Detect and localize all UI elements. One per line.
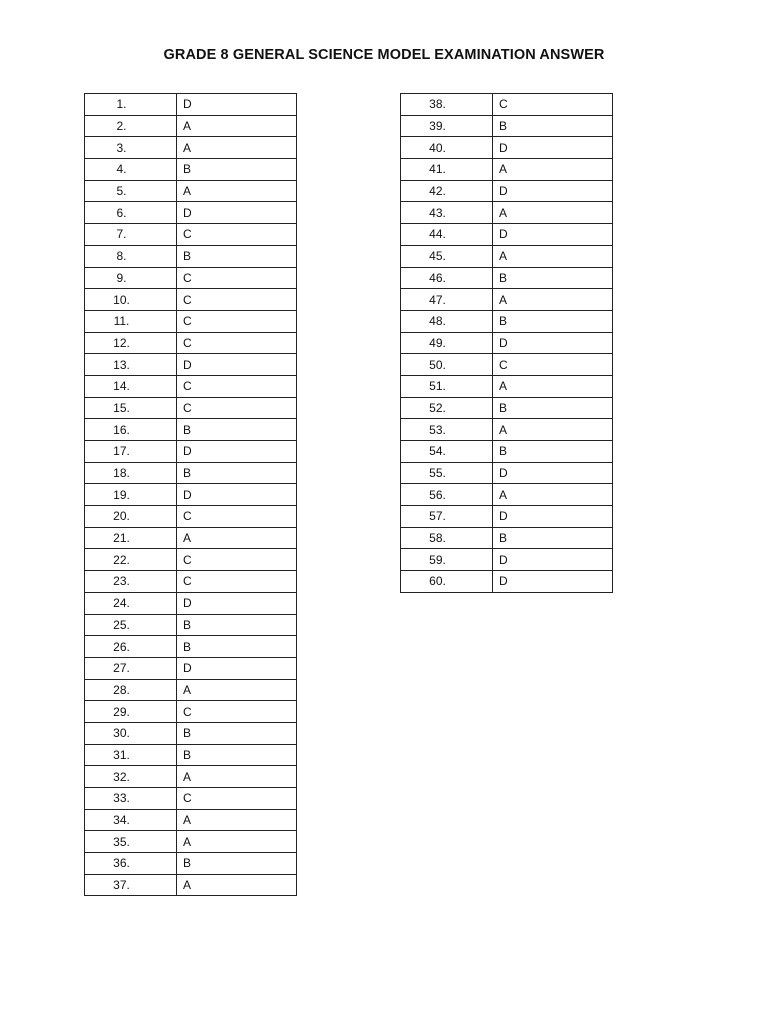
table-row [85, 115, 297, 137]
answer-table-left [84, 93, 297, 896]
table-row [85, 809, 297, 831]
question-number: 47. [401, 289, 493, 311]
answer-key: B [493, 115, 613, 137]
question-number: 41. [401, 159, 493, 181]
question-number: 23. [85, 571, 177, 593]
question-number: 34. [85, 809, 177, 831]
answer-key: D [177, 94, 297, 116]
answer-key: D [177, 441, 297, 463]
question-number: 40. [401, 137, 493, 159]
table-row [85, 614, 297, 636]
answer-table-right [400, 93, 613, 593]
answer-key: A [177, 527, 297, 549]
question-number: 57. [401, 506, 493, 528]
question-number: 46. [401, 267, 493, 289]
question-number: 17. [85, 441, 177, 463]
answer-key: B [493, 267, 613, 289]
question-number: 11. [85, 310, 177, 332]
answer-key: A [177, 180, 297, 202]
answer-key: D [177, 657, 297, 679]
answer-key: D [177, 592, 297, 614]
answer-key: A [493, 159, 613, 181]
question-number: 10. [85, 289, 177, 311]
answer-key: A [177, 874, 297, 896]
question-number: 7. [85, 224, 177, 246]
table-row [401, 571, 613, 593]
answer-key: B [177, 245, 297, 267]
answer-key: C [177, 267, 297, 289]
table-row [85, 375, 297, 397]
table-row [85, 766, 297, 788]
table-row [401, 441, 613, 463]
table-row [85, 636, 297, 658]
table-row [401, 224, 613, 246]
question-number: 29. [85, 701, 177, 723]
question-number: 31. [85, 744, 177, 766]
table-row [85, 462, 297, 484]
answer-key: A [177, 766, 297, 788]
question-number: 19. [85, 484, 177, 506]
question-number: 15. [85, 397, 177, 419]
answer-key: B [177, 419, 297, 441]
table-row [85, 701, 297, 723]
table-row [401, 94, 613, 116]
answer-key: A [177, 809, 297, 831]
answer-key: D [177, 354, 297, 376]
question-number: 36. [85, 853, 177, 875]
table-row [85, 527, 297, 549]
answer-key: C [493, 94, 613, 116]
table-row [85, 397, 297, 419]
answer-key: B [493, 310, 613, 332]
table-row [85, 245, 297, 267]
table-row [85, 788, 297, 810]
question-number: 42. [401, 180, 493, 202]
question-number: 27. [85, 657, 177, 679]
table-row [85, 592, 297, 614]
question-number: 49. [401, 332, 493, 354]
answer-key: C [177, 549, 297, 571]
table-row [85, 354, 297, 376]
question-number: 1. [85, 94, 177, 116]
table-row [401, 397, 613, 419]
answer-key: C [177, 224, 297, 246]
table-row [85, 831, 297, 853]
answer-key: A [177, 831, 297, 853]
table-row [401, 419, 613, 441]
question-number: 58. [401, 527, 493, 549]
table-row [85, 267, 297, 289]
table-row [85, 679, 297, 701]
answer-key: B [177, 614, 297, 636]
answer-key: B [493, 527, 613, 549]
answer-key: A [493, 289, 613, 311]
question-number: 12. [85, 332, 177, 354]
answer-key: A [493, 484, 613, 506]
question-number: 2. [85, 115, 177, 137]
table-row [85, 289, 297, 311]
question-number: 5. [85, 180, 177, 202]
table-row [401, 462, 613, 484]
table-row [85, 202, 297, 224]
table-row [401, 115, 613, 137]
answer-key: D [493, 224, 613, 246]
answer-key: C [177, 397, 297, 419]
question-number: 35. [85, 831, 177, 853]
question-number: 24. [85, 592, 177, 614]
answer-key: A [493, 375, 613, 397]
question-number: 44. [401, 224, 493, 246]
question-number: 13. [85, 354, 177, 376]
question-number: 59. [401, 549, 493, 571]
answer-key: C [177, 375, 297, 397]
answer-key: A [493, 245, 613, 267]
table-row [85, 571, 297, 593]
answer-key: A [177, 137, 297, 159]
question-number: 54. [401, 441, 493, 463]
answer-key: B [493, 441, 613, 463]
question-number: 53. [401, 419, 493, 441]
answer-key: C [177, 701, 297, 723]
question-number: 22. [85, 549, 177, 571]
table-row [85, 657, 297, 679]
question-number: 51. [401, 375, 493, 397]
answer-key: A [177, 679, 297, 701]
table-row [401, 506, 613, 528]
table-row [85, 310, 297, 332]
answer-key: C [493, 354, 613, 376]
answer-key: A [493, 202, 613, 224]
question-number: 32. [85, 766, 177, 788]
question-number: 21. [85, 527, 177, 549]
answer-key: D [493, 332, 613, 354]
answer-table-right-body [401, 94, 613, 593]
question-number: 14. [85, 375, 177, 397]
table-row [85, 874, 297, 896]
answer-key: B [177, 636, 297, 658]
table-row [85, 94, 297, 116]
question-number: 48. [401, 310, 493, 332]
answer-key: B [177, 744, 297, 766]
table-row [401, 180, 613, 202]
table-row [401, 159, 613, 181]
table-row [401, 332, 613, 354]
table-row [401, 354, 613, 376]
question-number: 9. [85, 267, 177, 289]
answer-key: B [177, 159, 297, 181]
table-row [401, 527, 613, 549]
page-title: GRADE 8 GENERAL SCIENCE MODEL EXAMINATION ANSWER [163, 47, 605, 63]
table-row [401, 289, 613, 311]
question-number: 37. [85, 874, 177, 896]
answer-key: C [177, 289, 297, 311]
table-row [85, 419, 297, 441]
table-row [85, 853, 297, 875]
answer-key: D [493, 462, 613, 484]
question-number: 55. [401, 462, 493, 484]
table-row [85, 441, 297, 463]
question-number: 18. [85, 462, 177, 484]
answer-key: D [493, 549, 613, 571]
table-row [85, 180, 297, 202]
answer-key: D [177, 484, 297, 506]
answer-key: B [493, 397, 613, 419]
question-number: 50. [401, 354, 493, 376]
answer-key: C [177, 506, 297, 528]
question-number: 38. [401, 94, 493, 116]
question-number: 43. [401, 202, 493, 224]
answer-key: B [177, 462, 297, 484]
table-row [401, 202, 613, 224]
table-row [85, 506, 297, 528]
question-number: 4. [85, 159, 177, 181]
question-number: 33. [85, 788, 177, 810]
table-row [401, 549, 613, 571]
table-row [85, 137, 297, 159]
table-row [401, 375, 613, 397]
question-number: 6. [85, 202, 177, 224]
question-number: 39. [401, 115, 493, 137]
question-number: 56. [401, 484, 493, 506]
question-number: 60. [401, 571, 493, 593]
table-row [401, 310, 613, 332]
answer-key: C [177, 571, 297, 593]
table-row [85, 722, 297, 744]
question-number: 52. [401, 397, 493, 419]
answer-table-left-body [85, 94, 297, 896]
answer-key: C [177, 332, 297, 354]
table-row [85, 549, 297, 571]
question-number: 30. [85, 722, 177, 744]
table-row [85, 332, 297, 354]
table-row [85, 484, 297, 506]
question-number: 26. [85, 636, 177, 658]
question-number: 20. [85, 506, 177, 528]
table-row [85, 159, 297, 181]
question-number: 25. [85, 614, 177, 636]
question-number: 16. [85, 419, 177, 441]
answer-key: A [177, 115, 297, 137]
answer-key: A [493, 419, 613, 441]
answer-key: D [493, 137, 613, 159]
table-row [401, 267, 613, 289]
answer-key: D [493, 506, 613, 528]
answer-key: C [177, 788, 297, 810]
table-row [401, 245, 613, 267]
answer-key: C [177, 310, 297, 332]
question-number: 28. [85, 679, 177, 701]
question-number: 3. [85, 137, 177, 159]
table-row [85, 224, 297, 246]
table-row [85, 744, 297, 766]
table-row [401, 484, 613, 506]
answer-key: B [177, 853, 297, 875]
question-number: 45. [401, 245, 493, 267]
answer-key: D [493, 571, 613, 593]
question-number: 8. [85, 245, 177, 267]
answer-key: D [177, 202, 297, 224]
answer-key: B [177, 722, 297, 744]
answer-key: D [493, 180, 613, 202]
table-row [401, 137, 613, 159]
